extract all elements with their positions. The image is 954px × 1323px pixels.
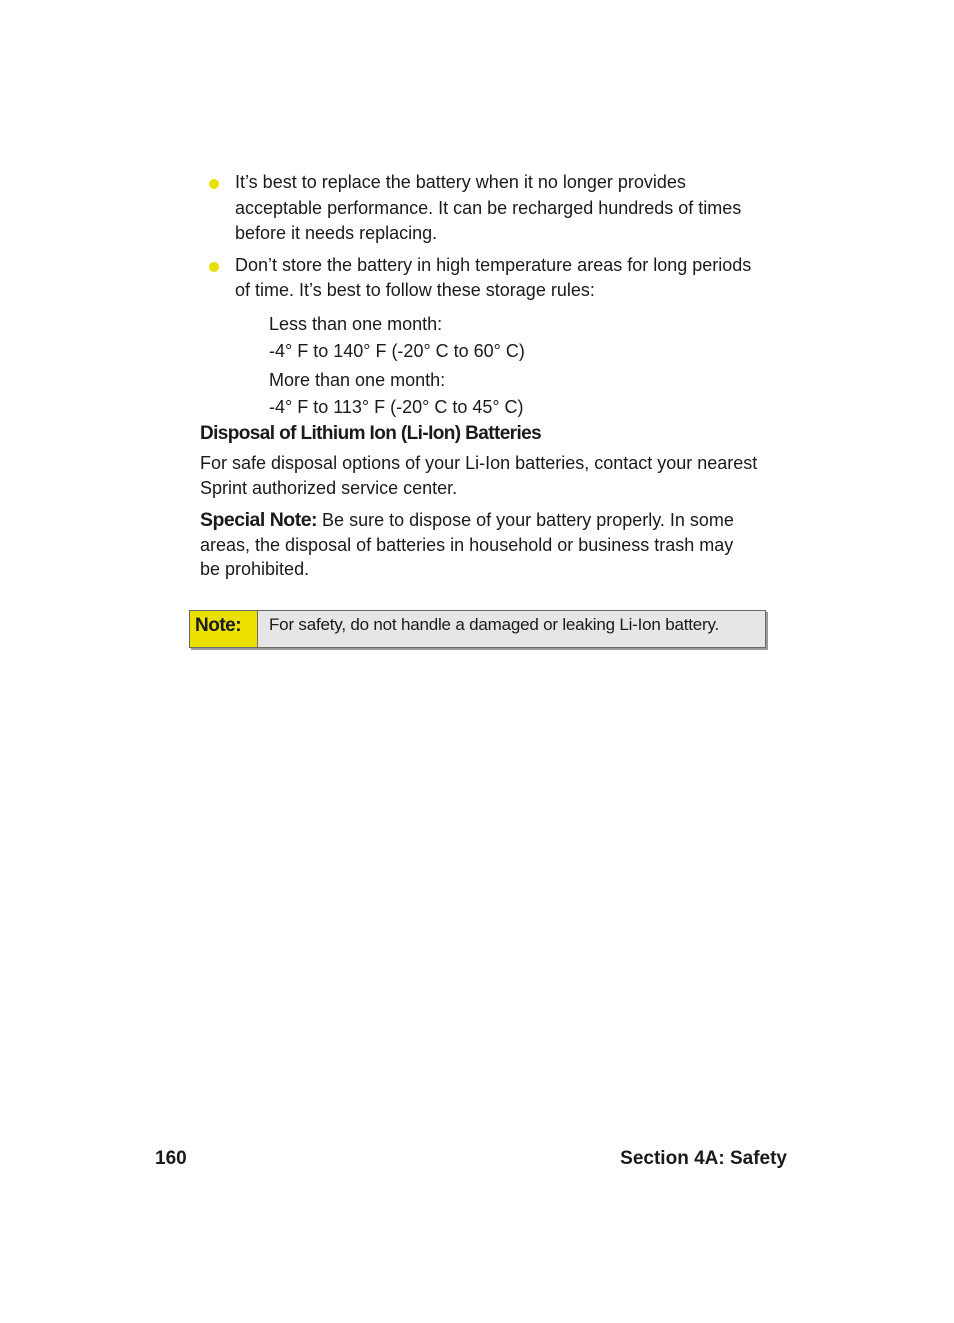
paragraph-line: be prohibited.	[200, 559, 310, 579]
storage-rule	[269, 367, 769, 420]
paragraph-line: For safe disposal options of your Li-Ion batteries, contact your nearest	[200, 453, 758, 473]
storage-rule-label: More than one month:	[269, 370, 446, 390]
storage-rule	[269, 311, 769, 364]
bullet-line: of time. It’s best to follow these storage rules:	[235, 280, 595, 300]
storage-rule-range: -4° F to 113° F (-20° C to 45° C)	[269, 396, 524, 417]
special-note-label: Special Note:	[200, 509, 318, 531]
storage-rule-label: Less than one month:	[269, 314, 443, 334]
bullet-icon	[209, 262, 219, 272]
bullet-icon	[209, 179, 219, 189]
bullet-line: Don’t store the battery in high temperature areas for long periods	[235, 254, 752, 275]
list-item	[200, 170, 780, 247]
bullet-line: It’s best to replace the battery when it no longer provides	[235, 172, 686, 192]
paragraph-line: Be sure to dispose of your battery properly. In some	[317, 510, 734, 530]
note-text: For safety, do not handle a damaged or leaking Li-Ion battery.	[269, 615, 720, 634]
section-title: Section 4A: Safety	[620, 1148, 787, 1169]
disposal-paragraph	[200, 451, 780, 500]
paragraph-line: areas, the disposal of batteries in household or business trash may	[200, 534, 734, 555]
note-box	[189, 610, 766, 648]
disposal-heading: Disposal of Lithium Ion (Li-Ion) Batteries	[200, 423, 542, 444]
page-number: 160	[155, 1148, 187, 1169]
list-item	[200, 253, 780, 304]
bullet-line: acceptable performance. It can be recharged hundreds of times	[235, 197, 742, 218]
note-label: Note:	[190, 611, 258, 647]
bullet-line: before it needs replacing.	[235, 223, 438, 243]
battery-tips-list	[200, 170, 780, 310]
storage-rule-range: -4° F to 140° F (-20° C to 60° C)	[269, 340, 525, 361]
paragraph-line: Sprint authorized service center.	[200, 477, 458, 498]
storage-rules	[269, 311, 769, 423]
special-note-paragraph	[200, 508, 780, 582]
